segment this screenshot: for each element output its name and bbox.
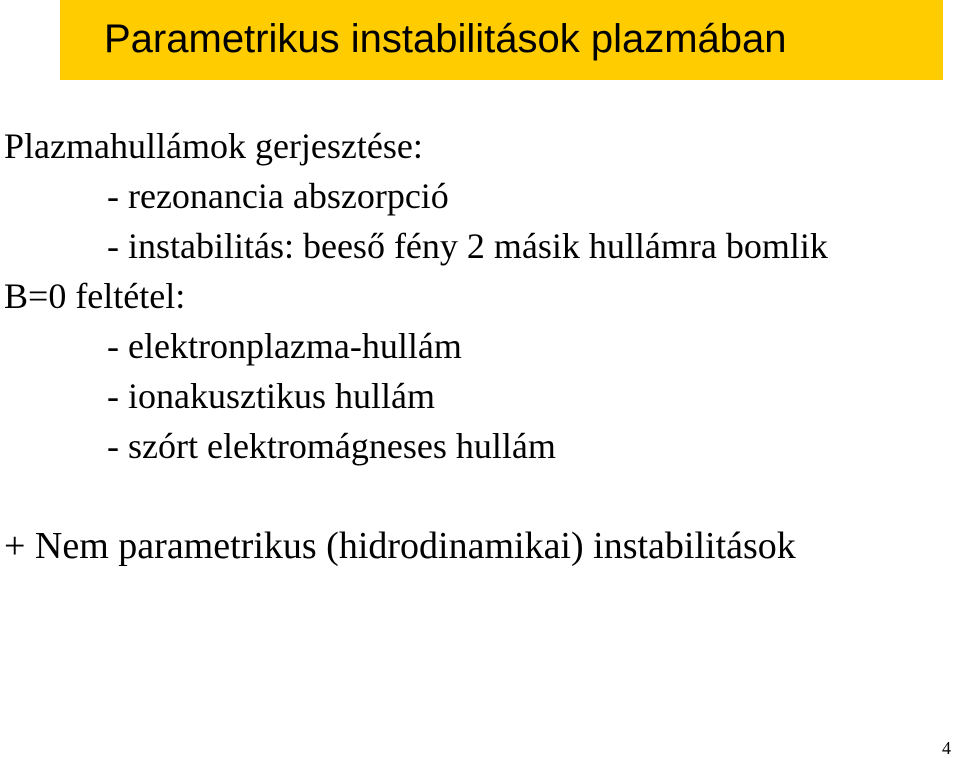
list-item-electron-wave: - elektronplazma-hullám bbox=[107, 326, 462, 366]
note-non-parametric: + Nem parametrikus (hidrodinamikai) instabilitások bbox=[4, 525, 796, 567]
heading-condition: B=0 feltétel: bbox=[4, 276, 186, 316]
list-item-ion-acoustic: - ionakusztikus hullám bbox=[107, 376, 435, 416]
slide-title: Parametrikus instabilitások plazmában bbox=[104, 17, 787, 61]
heading-excitation: Plazmahullámok gerjesztése: bbox=[4, 126, 423, 166]
list-item-scattered-em: - szórt elektromágneses hullám bbox=[107, 426, 556, 466]
title-bar bbox=[60, 0, 943, 80]
list-item-instability: - instabilitás: beeső fény 2 másik hullámra bomlik bbox=[107, 226, 828, 266]
list-item-resonance: - rezonancia abszorpció bbox=[107, 176, 449, 216]
page-number: 4 bbox=[942, 738, 951, 758]
